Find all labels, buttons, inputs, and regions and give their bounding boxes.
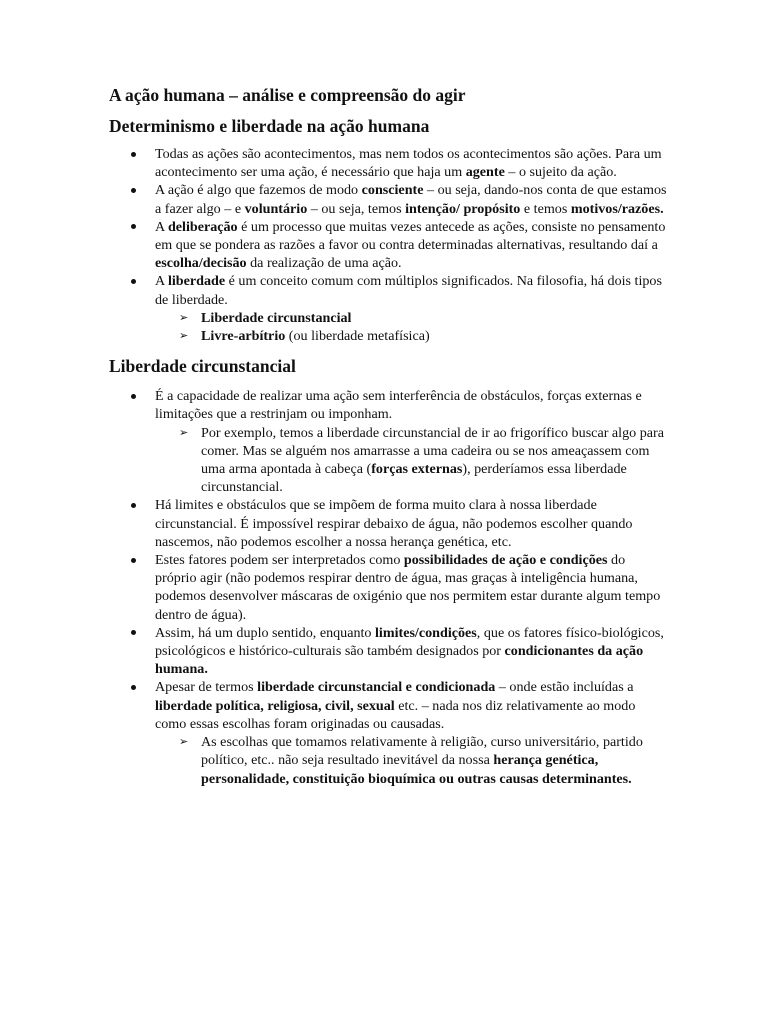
bold-term-voluntario: voluntário [244,200,308,217]
bullet-text: A [155,218,168,235]
bullet-fatores [109,551,669,624]
bold-term-liberdade: liberdade [167,273,226,290]
bold-term-intencao: intenção/ propósito [405,200,521,217]
bold-term-consciente: consciente [361,182,424,199]
example-list [155,424,669,497]
escolhas-list [155,733,669,788]
bullet-text: A ação é algo que fazemos de modo [155,182,362,199]
bold-term-liberdade-condicionada: liberdade circunstancial e condicionada [257,679,496,696]
bullet-text: É a capacidade de realizar uma ação sem interferência de obstáculos, forças externas e limitações que a restrinjam ou imponham. [155,388,642,423]
arrow-item-livre-arbitrio [155,327,669,345]
bullet-text: (ou liberdade metafísica) [285,328,430,345]
bullet-text: – ou seja, temos [307,200,406,217]
bullet-text: – ou seja, dando-nos conta de que estamos a fazer algo – e [155,182,667,217]
bullet-text: é um processo que muitas vezes antecede as ações, consiste no pensamento em que se pondera as razões a favor ou contra determinadas alternativas, resultando daí a [155,218,666,254]
bullet-text: Assim, há um duplo sentido, enquanto [155,624,376,641]
bullet-capacidade [109,387,669,496]
bullet-text: Todas as ações são acontecimentos, mas nem todos os acontecimentos são ações. Para um acontecimento ser uma ação, é necessário que haja um [155,146,662,181]
bold-term-escolha: escolha/decisão [155,255,247,272]
bullet-consciente [109,181,669,217]
bullet-text: Por exemplo, temos a liberdade circunstancial de ir ao frigorífico buscar algo para comer. Mas se alguém nos amarrasse a uma cadeira ou se nos ameaçassem com uma arma apontada à cabeça ( [201,424,664,478]
bold-term-agente: agente [465,164,505,181]
bold-term-condicionantes: condicionantes da ação humana. [155,643,644,678]
bold-term-possibilidades: possibilidades de ação e condições [403,552,608,569]
bullet-text: , que os fatores físico-biológicos, psicológicos e histórico-culturais são também designados por [155,624,664,660]
section1-bullet-list [109,145,669,345]
bullet-text: da realização de uma ação. [246,255,402,272]
arrow-item-liberdade-circunstancial [155,309,669,327]
bullet-text: ), perderíamos essa liberdade circunstancial. [201,461,627,496]
bullet-duplo-sentido [109,624,669,679]
bullet-text: Apesar de termos [155,679,258,696]
bullet-text: Estes fatores podem ser interpretados como [155,552,404,569]
bold-term-liberdade-politica: liberdade política, religiosa, civil, sexual [155,697,395,714]
bullet-apesar [109,678,669,787]
bold-term-deliberacao: deliberação [167,218,238,235]
arrow-item-escolhas [155,733,669,788]
bullet-text: e temos [520,200,571,217]
section2-bullet-list [109,387,669,787]
bold-term-limites-condicoes: limites/condições [375,624,477,641]
bullet-text: Há limites e obstáculos que se impõem de forma muito clara à nossa liberdade circunstancial. É impossível respirar debaixo de água, não podemos escolher quando nascemos, não podemos escolher a nossa herança genética, etc. [155,497,633,550]
bold-term-livre-arbitrio: Livre-arbítrio [201,328,286,345]
liberdade-types-list [155,309,669,345]
section-heading-determinismo: Determinismo e liberdade na ação humana [109,116,430,136]
document-page [109,84,669,788]
arrow-item-exemplo [155,424,669,497]
section-heading-liberdade-circunstancial: Liberdade circunstancial [109,356,296,377]
bullet-text: – onde estão incluídas a [495,679,634,696]
bullet-text: é um conceito comum com múltiplos significados. Na filosofia, há dois tipos de liberdade. [155,273,662,308]
bullet-limites [109,496,669,551]
bullet-text: – o sujeito da ação. [504,164,617,181]
bullet-liberdade [109,272,669,345]
bullet-text: As escolhas que tomamos relativamente à religião, curso universitário, partido político, etc.. não seja resultado inevitável da nossa [201,734,643,769]
bullet-text: etc. – nada nos diz relativamente ao modo como essas escolhas foram originadas ou causadas. [155,697,636,732]
bullet-text: A [155,273,168,290]
document-title: A ação humana – análise e compreensão do agir [109,85,466,105]
bold-term-forcas-externas: forças externas [371,461,463,478]
bold-term-liberdade-circunstancial: Liberdade circunstancial [201,309,352,326]
bullet-deliberacao [109,218,669,273]
bold-term-motivos: motivos/razões. [570,200,664,217]
bullet-text: do próprio agir (não podemos respirar dentro de água, mas graças à inteligência humana, podemos desenvolver máscaras de oxigénio que nos permitem estar durante algum tempo dentro de água). [155,552,661,623]
bold-term-heranca-genetica: herança genética, personalidade, constituição bioquímica ou outras causas determinantes. [201,752,632,787]
bullet-acontecimentos [109,145,669,181]
